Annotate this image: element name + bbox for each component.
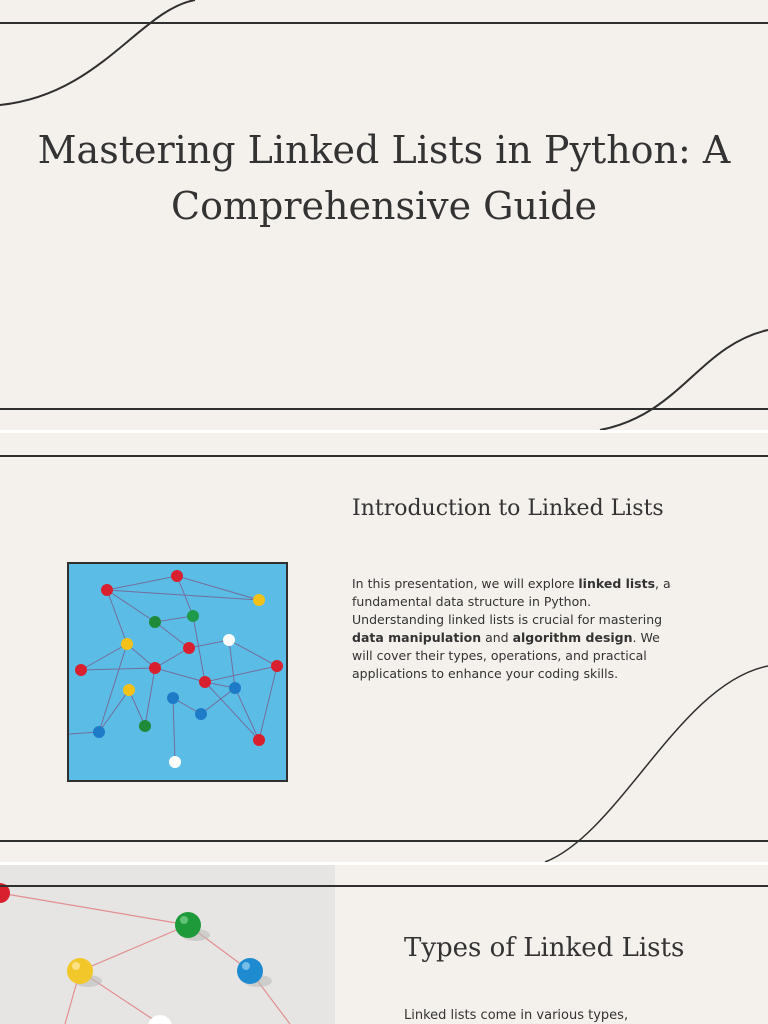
bottom-right-curve [600,330,768,430]
pushpin-closeup-illustration [0,865,335,1024]
highlight-linked-lists: linked lists [578,576,656,591]
right-curve [545,666,768,862]
highlight-algorithm-design: algorithm design [512,630,633,645]
pushpin-network-illustration [69,564,286,780]
types-paragraph: Linked lists come in various types, [404,1008,629,1023]
pushpin-network-image [67,562,288,782]
section-heading: Introduction to Linked Lists [352,496,664,521]
body-text-part: , a fundamental data structure in Python. Understanding linked lists is crucial for mastering [352,576,671,627]
body-text-part: . We will cover their types, operations, and practical applications to enhance your coding skills. [352,630,660,681]
top-divider-line [0,885,768,887]
top-left-curve [0,0,195,105]
types-slide [0,865,768,1024]
highlight-data-manipulation: data manipulation [352,630,482,645]
pushpin-network-grey-image [0,865,335,1024]
body-text-part: and [481,630,513,645]
presentation-title: Mastering Linked Lists in Python: A Comprehensive Guide [37,128,731,228]
introduction-slide [0,433,768,862]
bottom-divider-line [0,408,768,410]
introduction-paragraph [352,575,672,683]
bottom-divider-line [0,840,768,842]
title-slide [0,0,768,430]
section-heading: Types of Linked Lists [404,933,685,963]
body-text-part: In this presentation, we will explore [352,576,579,591]
